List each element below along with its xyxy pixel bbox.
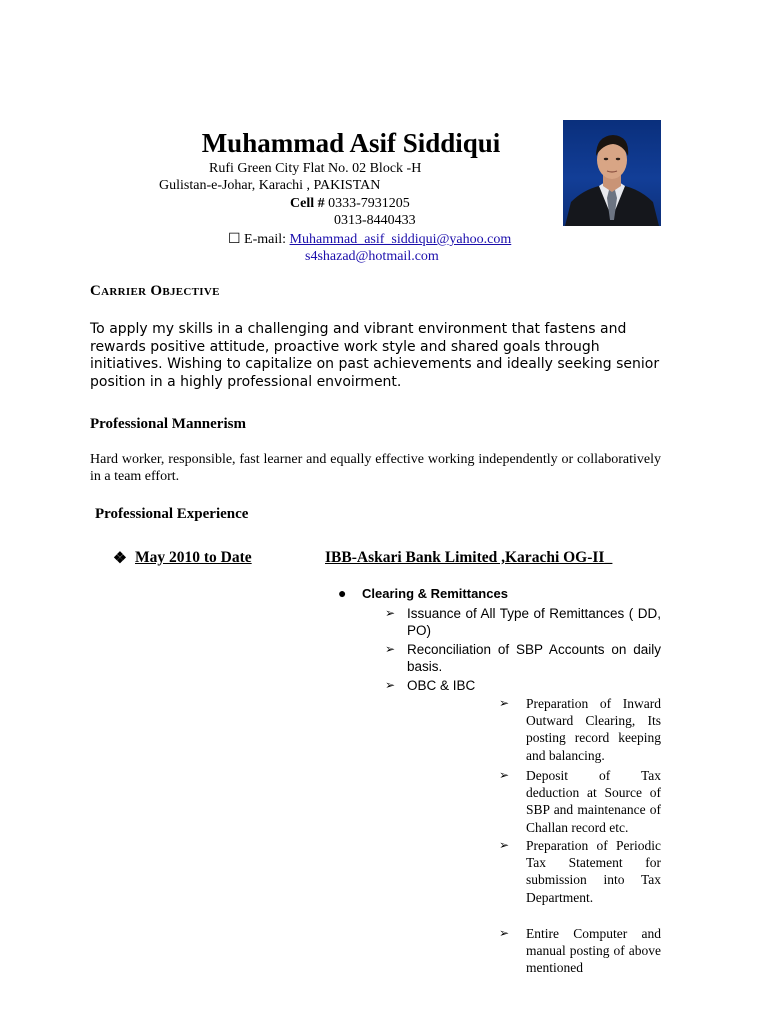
sub-list-item-text: Entire Computer and manual posting of above mentioned [526,926,661,976]
arrow-bullet-icon: ➢ [499,768,510,782]
round-bullet-icon: ● [338,585,347,601]
profile-photo [563,120,661,226]
arrow-bullet-icon: ➢ [385,678,396,692]
email-label: ☐ E-mail: [228,232,287,247]
address-line-1: Rufi Green City Flat No. 02 Block -H [209,161,422,176]
cell-number-2: 0313-8440433 [334,213,416,228]
arrow-bullet-icon: ➢ [499,838,510,852]
candidate-name: Muhammad Asif Siddiqui [201,128,501,158]
arrow-bullet-icon: ➢ [385,642,396,656]
experience-period: May 2010 to Date [135,549,252,566]
sub-list-item-text: Deposit of Tax deduction at Source of SBP and maintenance of Challan record etc. [526,768,661,835]
experience-heading: Professional Experience [95,506,249,522]
arrow-bullet-icon: ➢ [385,606,396,620]
list-item-text: OBC & IBC [407,678,476,693]
list-item-text: Reconciliation of SBP Accounts on daily basis. [407,642,661,674]
mannerism-heading: Professional Mannerism [90,416,246,432]
cell-number-1: 0333-7931205 [328,196,410,211]
diamond-bullet-icon: ❖ [113,550,127,567]
cell-row [290,196,410,212]
sub-list-item-text: Preparation of Inward Outward Clearing, Its posting record keeping and balancing. [526,696,661,763]
objective-heading: Carrier Objective [90,283,220,299]
experience-company: IBB-Askari Bank Limited ,Karachi OG-II_ [325,549,613,566]
role-heading-text: Clearing & Remittances [362,586,508,601]
email-row [228,231,511,248]
cell-label: Cell # [290,196,325,211]
email-link-secondary[interactable]: s4shazad@hotmail.com [305,249,439,264]
address-line-2: Gulistan-e-Johar, Karachi , PAKISTAN [159,178,381,193]
mannerism-text: Hard worker, responsible, fast learner and equally effective working independently or collaboratively in a team effort. [90,452,661,485]
arrow-bullet-icon: ➢ [499,696,510,710]
arrow-bullet-icon: ➢ [499,926,510,940]
objective-text: To apply my skills in a challenging and vibrant environment that fastens and rewards positive attitude, proactive work style and shared goals through initiatives. Wishing to capitalize on past achievements and ideally seeking senior position in a highly professional envoirment. [90,321,660,390]
list-item-text: Issuance of All Type of Remittances ( DD, PO) [407,606,661,638]
sub-list-item-text: Preparation of Periodic Tax Statement for submission into Tax Department. [526,838,661,905]
email-link-primary[interactable]: Muhammad_asif_siddiqui@yahoo.com [289,232,512,247]
